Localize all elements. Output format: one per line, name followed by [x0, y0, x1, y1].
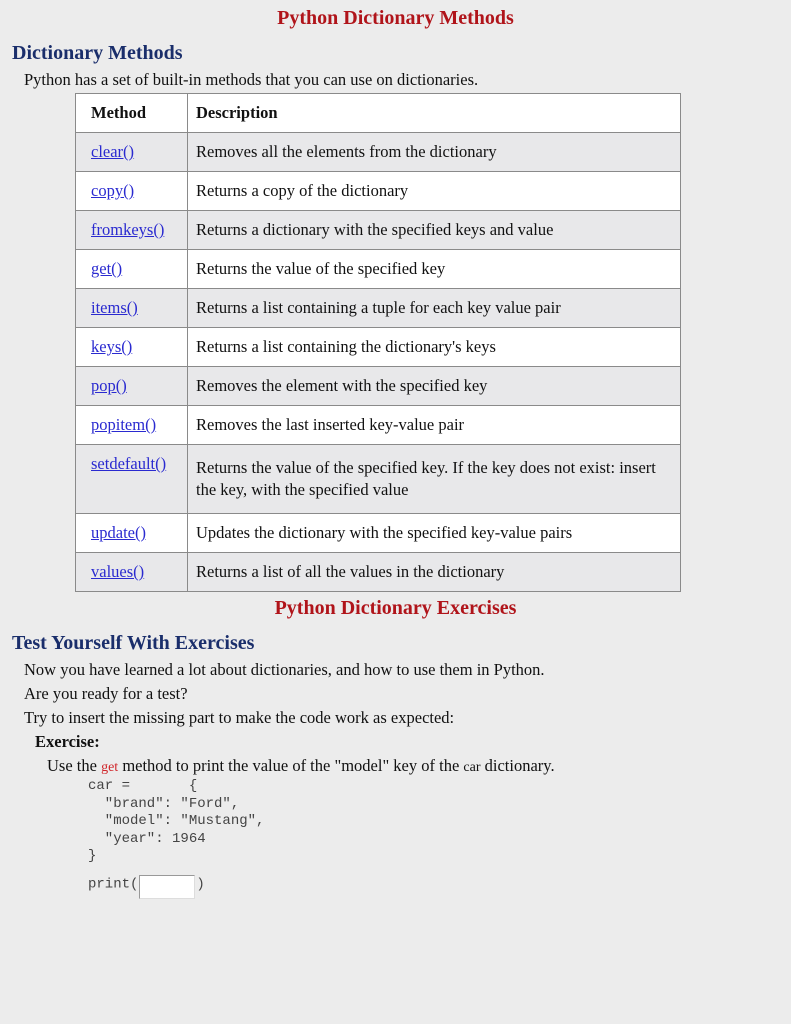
code-block	[88, 778, 264, 899]
instruction-text: dictionary.	[480, 756, 555, 775]
code-line: }	[88, 848, 97, 865]
table-row	[76, 553, 681, 592]
table-row	[76, 211, 681, 250]
exercise-intro-line2: Are you ready for a test?	[24, 684, 188, 703]
table-row	[76, 367, 681, 406]
instruction-keyword-get: get	[101, 760, 119, 775]
method-description: Removes the last inserted key-value pair	[188, 406, 681, 445]
intro-text: Python has a set of built-in methods that you can use on dictionaries.	[24, 70, 479, 89]
table-row	[76, 406, 681, 445]
exercise-intro-line3: Try to insert the missing part to make the code work as expected:	[24, 708, 455, 727]
table-header-row	[76, 94, 681, 133]
header-description: Description	[188, 94, 681, 133]
instruction-keyword-car: car	[463, 760, 481, 775]
method-link-popitem[interactable]: popitem()	[91, 415, 157, 434]
method-link-copy[interactable]: copy()	[91, 181, 135, 200]
method-description: Returns a list containing the dictionary's keys	[188, 328, 681, 367]
method-link-get[interactable]: get()	[91, 259, 123, 278]
code-line: "brand": "Ford",	[88, 795, 240, 812]
method-link-setdefault[interactable]: setdefault()	[91, 454, 167, 473]
exercise-instruction	[47, 756, 555, 776]
method-link-fromkeys[interactable]: fromkeys()	[91, 220, 165, 239]
method-description: Returns a copy of the dictionary	[188, 172, 681, 211]
table-row	[76, 250, 681, 289]
code-line-print	[88, 875, 264, 899]
table-row	[76, 172, 681, 211]
method-link-clear[interactable]: clear()	[91, 142, 135, 161]
code-line: "year": 1964	[88, 830, 206, 847]
method-description: Updates the dictionary with the specified key-value pairs	[188, 514, 681, 553]
methods-table	[75, 93, 681, 592]
print-open: print(	[88, 876, 139, 893]
exercise-label: Exercise:	[35, 732, 100, 751]
print-close: )	[196, 876, 205, 893]
method-link-update[interactable]: update()	[91, 523, 146, 542]
method-description: Returns a dictionary with the specified keys and value	[188, 211, 681, 250]
page-title: Python Dictionary Methods	[277, 7, 514, 29]
answer-input[interactable]	[139, 875, 195, 899]
code-line: car = {	[88, 778, 198, 794]
table-row	[76, 514, 681, 553]
exercises-title: Python Dictionary Exercises	[274, 597, 517, 619]
instruction-text: method to print the value of the "model" key of the	[118, 756, 464, 775]
section-heading-test-yourself: Test Yourself With Exercises	[12, 632, 255, 654]
method-link-keys[interactable]: keys()	[91, 337, 133, 356]
method-description: Returns the value of the specified key. If the key does not exist: insert the key, with the specified value	[188, 445, 681, 514]
code-line: "model": "Mustang",	[88, 813, 265, 830]
method-description: Removes the element with the specified key	[188, 367, 681, 406]
instruction-text: Use the	[47, 756, 102, 775]
method-description: Returns a list containing a tuple for each key value pair	[188, 289, 681, 328]
table-row	[76, 328, 681, 367]
method-description: Removes all the elements from the dictionary	[188, 133, 681, 172]
method-link-items[interactable]: items()	[91, 298, 138, 317]
method-link-pop[interactable]: pop()	[91, 376, 127, 395]
method-description: Returns a list of all the values in the dictionary	[188, 553, 681, 592]
table-row	[76, 445, 681, 514]
section-heading-dictionary-methods: Dictionary Methods	[12, 42, 183, 64]
table-row	[76, 289, 681, 328]
method-link-values[interactable]: values()	[91, 562, 145, 581]
exercise-intro-line1: Now you have learned a lot about dictionaries, and how to use them in Python.	[24, 660, 545, 679]
header-method: Method	[76, 94, 188, 133]
method-description: Returns the value of the specified key	[188, 250, 681, 289]
table-row	[76, 133, 681, 172]
